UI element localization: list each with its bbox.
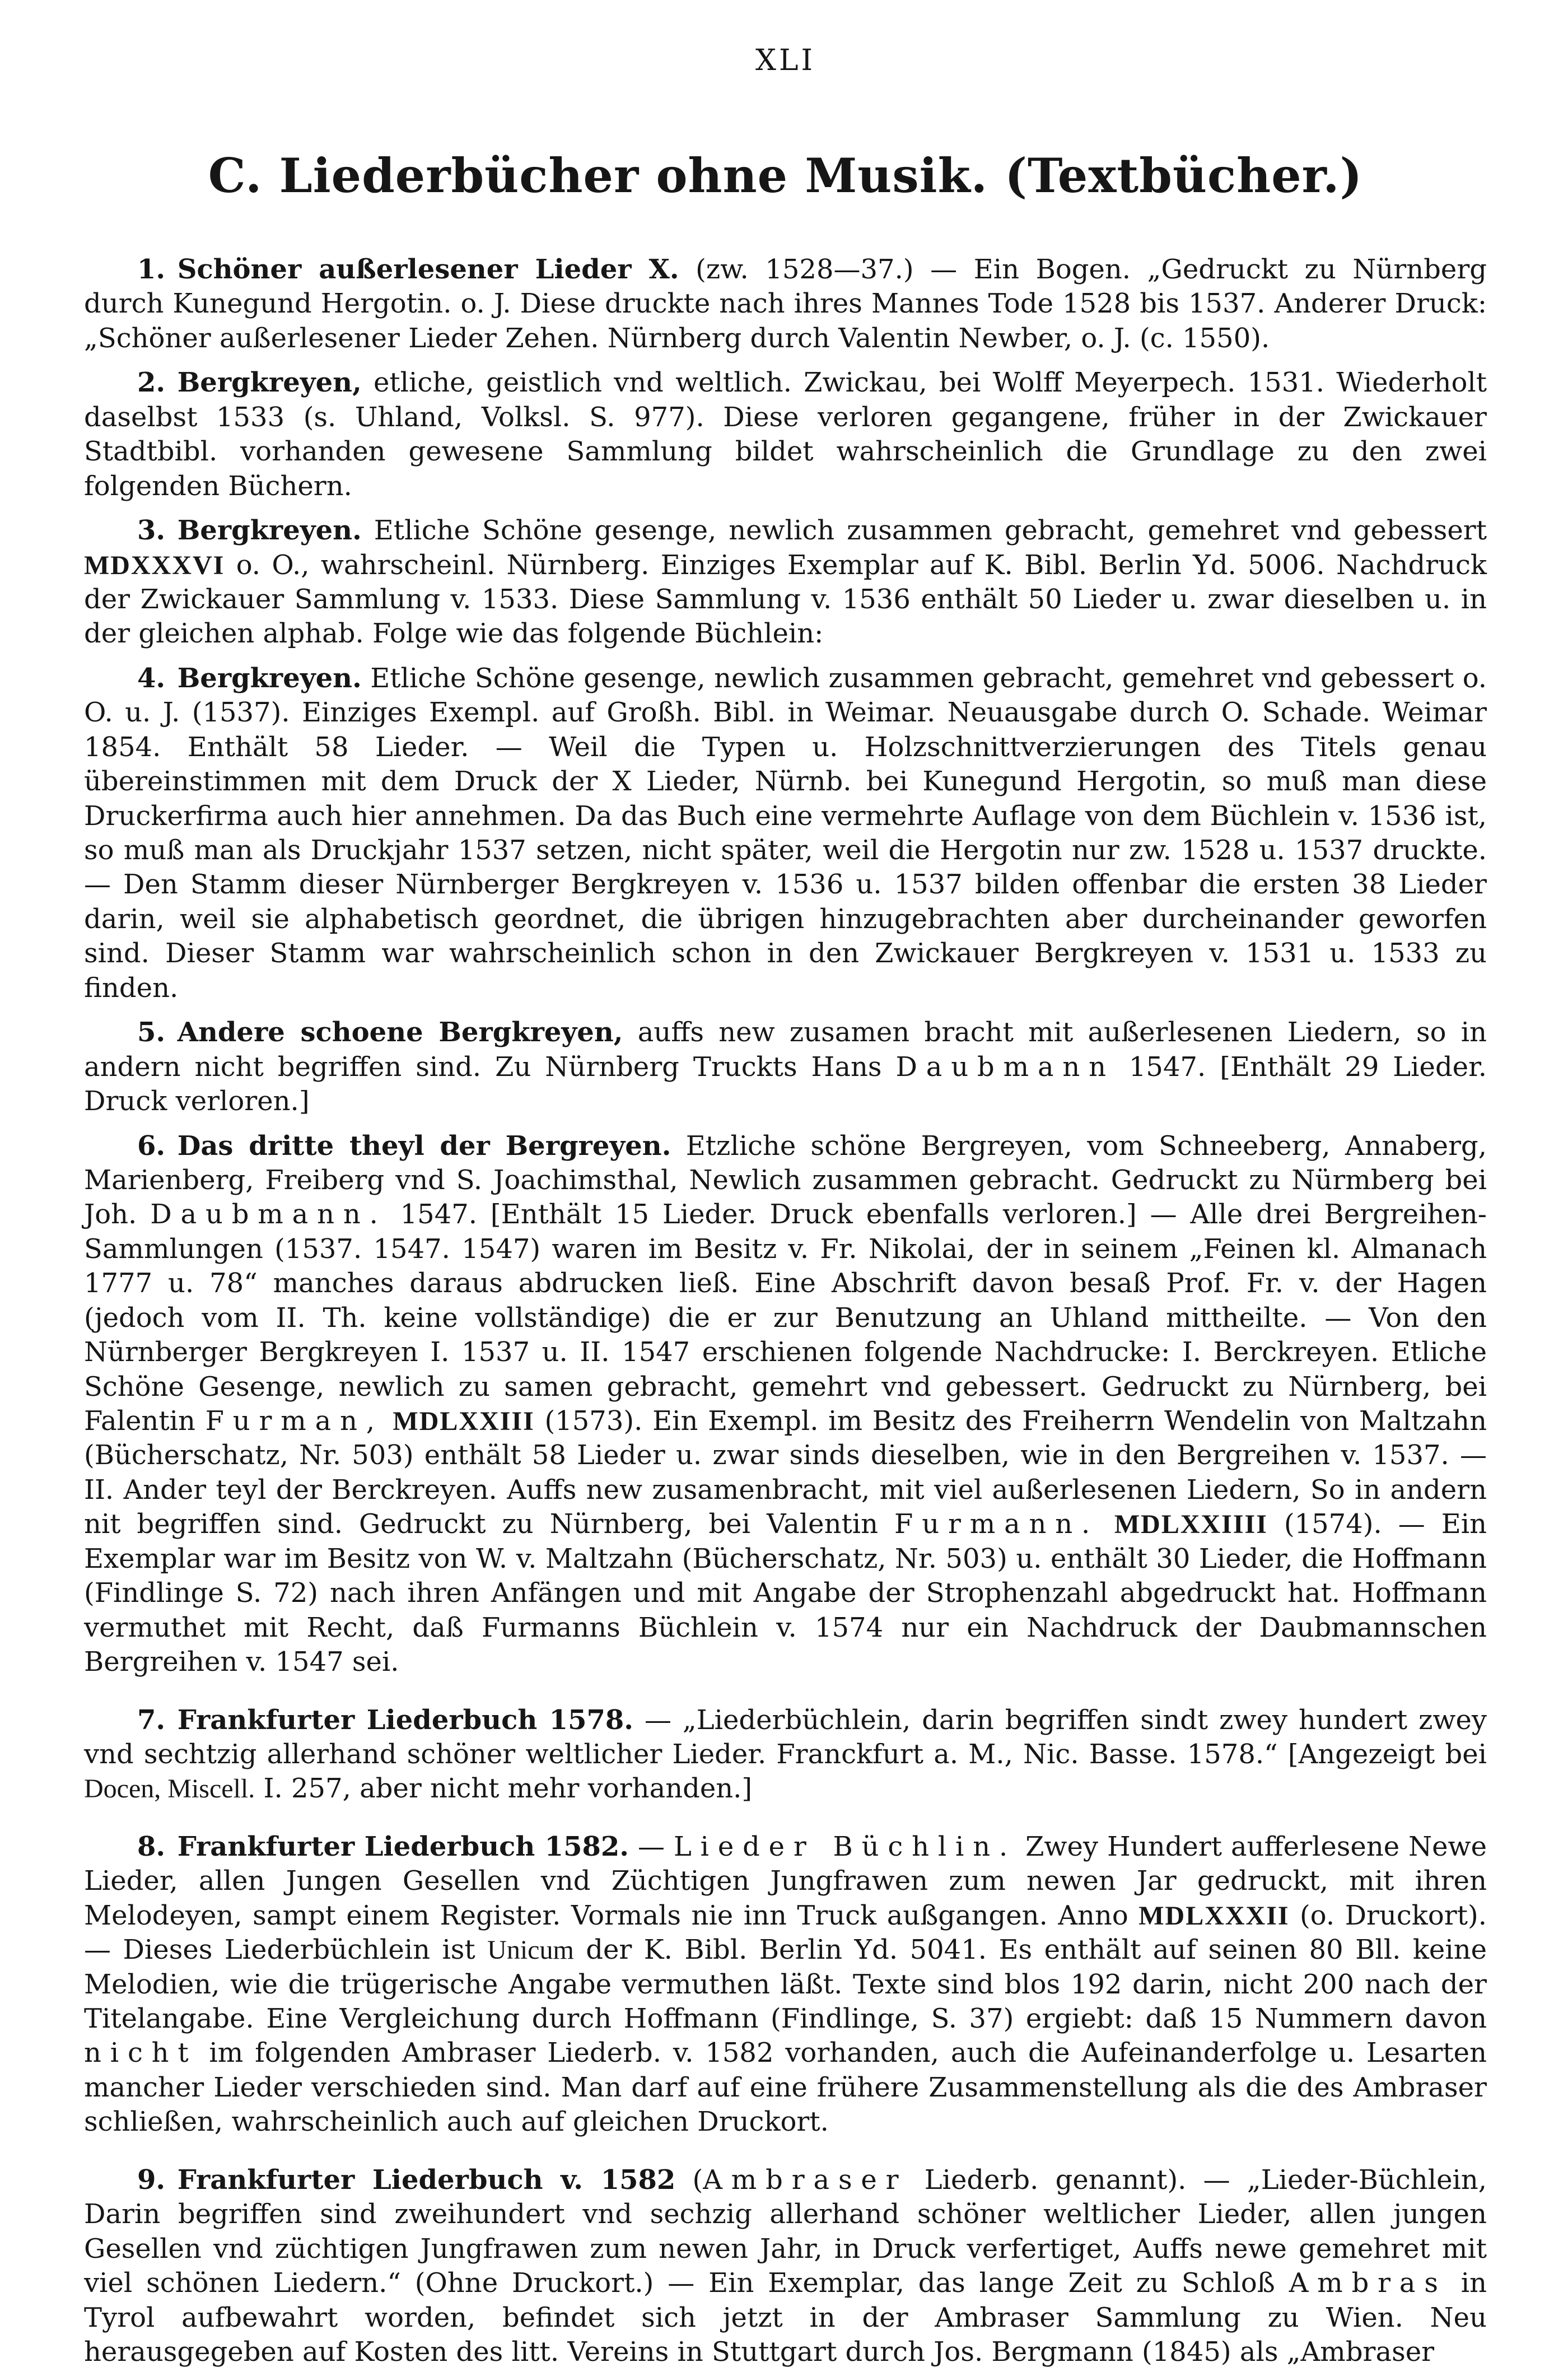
entry-text-segment: Ambras [1289, 2267, 1447, 2299]
entry-1 [84, 253, 1487, 356]
entry-8 [84, 1830, 1487, 2140]
entry-text-segment: Frankfurter Liederbuch v. 1582 [177, 2164, 676, 2196]
entry-number: 4. [137, 662, 166, 694]
entry-text-segment: 1547. [Enthält 29 Lieder. Druck verloren.] [84, 1051, 1487, 1117]
entry-text-segment: Etliche Schöne gesenge, newlich zusammen gebracht, gemehret vnd gebessert [361, 515, 1487, 547]
entry-text-segment: Lieder Büchlin. [673, 1830, 1017, 1862]
entry-text-segment: I. 257, aber nicht mehr vorhanden.] [255, 1773, 753, 1805]
entry-6 [84, 1129, 1487, 1680]
entry-text-segment: Zwey Hundert aufferlesene Newe Lieder, allen Jungen Gesellen vnd Züchtigen Jungfrawen zum newen Jar gedruckt, mit ihren Melodeyen, sampt einem Register. Vormals nie inn Truck außgangen. Anno [84, 1830, 1487, 1931]
entry-number: 5. [137, 1017, 166, 1049]
entry-text-segment: im folgenden Ambraser Liederb. v. 1582 vorhanden, auch die Aufeinanderfolge u. Lesarten mancher Lieder verschieden sind. Man darf auf eine frühere Zusammenstellung als die des Ambraser schließen, wahrscheinlich auch auf gleichen Druckort. [84, 2037, 1487, 2138]
entry-text-segment: (1574). — Ein Exemplar war im Besitz von W. v. Maltzahn (Bücherschatz, Nr. 503) u. enthält 30 Lieder, die Hoffmann (Findlinge S. 72) nach ihren Anfängen und mit Angabe der Strophenzahl abgedruckt hat. Hoffmann vermuthet mit Recht, daß Furmanns Büchlein v. 1574 nur ein Nachdruck der Daubmannschen Bergreihen v. 1547 sei. [84, 1508, 1487, 1678]
entry-number: 8. [137, 1830, 166, 1862]
entry-text-segment: — „Liederbüchlein, darin begriffen sindt zwey hundert zwey vnd sechtzig allerhand schöner weltlicher Lieder. Franckfurt a. M., Nic. Basse. 1578.“ [Angezeigt bei [84, 1704, 1487, 1770]
entry-number: 9. [137, 2164, 166, 2196]
entry-text-segment: auffs new zusamen bracht mit außerlesenen Liedern, so in andern nicht begriffen sind. Zu Nürnberg Truckts Hans [84, 1017, 1487, 1083]
entry-3 [84, 514, 1487, 651]
entry-text-segment: ( [675, 2164, 703, 2196]
entry-number: 3. [137, 515, 166, 547]
entry-text-segment: Das dritte theyl der Bergreyen. [177, 1130, 671, 1162]
entry-text-segment: Liederb. genannt). — „Lieder-Büchlein, Darin begriffen sind zweihundert vnd sechzig allerhand schöner weltlicher Lieder, allen jungen Gesellen vnd züchtigen Jungfrawen zum newen Jahr, in Druck verfertiget, Auffs newe gemehret mit viel schönen Liedern.“ (Ohne Druckort.) — Ein Exemplar, das lange Zeit zu Schloß [84, 2164, 1487, 2299]
entry-text-segment: Frankfurter Liederbuch 1582. [177, 1830, 629, 1862]
entry-2 [84, 366, 1487, 504]
entry-text-segment: Unicum [487, 1935, 574, 1965]
entry-text-segment: Furman, [205, 1405, 384, 1437]
entry-text-segment: Bergkreyen. [177, 662, 362, 694]
entry-text-segment: in Tyrol aufbewahrt worden, befindet sich jetzt in der Ambraser Sammlung zu Wien. Neu herausgegeben auf Kosten des litt. Vereins in Stuttgart durch Jos. Bergmann (1845) als „Ambraser [84, 2267, 1487, 2368]
entry-text-segment: — [628, 1830, 674, 1862]
entry-text-segment: o. O., wahrscheinl. Nürnberg. Einziges Exemplar auf K. Bibl. Berlin Yd. 5006. Nachdruck der Zwickauer Sammlung v. 1533. Diese Sammlung v. 1536 enthält 50 Lieder u. zwar dieselben u. in der gleichen alphab. Folge wie das folgende Büchlein: [84, 549, 1487, 650]
entry-number: 7. [137, 1704, 166, 1736]
entry-text-segment: 1547. [Enthält 15 Lieder. Druck ebenfalls verloren.] — Alle drei Bergreihen-Sammlungen (1537. 1547. 1547) waren im Besitz v. Fr. Nikolai, der in seinem „Feinen kl. Almanach 1777 u. 78“ manches daraus abdrucken ließ. Eine Abschrift davon besaß Prof. Fr. v. der Hagen (jedoch vom II. Th. keine vollständige) die er zur Benutzung an Uhland mittheilte. — Von den Nürnberger Bergkreyen I. 1537 u. II. 1547 erschienen folgende Nachdrucke: I. Berckreyen. Etliche Schöne Gesenge, newlich zu samen gebracht, gemehrt vnd gebessert. Gedruckt zu Nürnberg, bei Falentin [84, 1199, 1487, 1437]
entry-text-segment: Etliche Schöne gesenge, newlich zusammen gebracht, gemehret vnd gebessert o. O. u. J. (1537). Einziges Exempl. auf Großh. Bibl. in Weimar. Neuausgabe durch O. Schade. Weimar 1854. Enthält 58 Lieder. — Weil die Typen u. Holzschnittverzierungen des Titels genau übereinstimmen mit dem Druck der X Lieder, Nürnb. bei Kunegund Hergotin, so muß man diese Druckerfirma auch hier annehmen. Da das Buch eine vermehrte Auflage von dem Büchlein v. 1536 ist, so muß man als Druckjahr 1537 setzen, nicht später, weil die Hergotin nur zw. 1528 u. 1537 druckte. — Den Stamm dieser Nürnberger Bergkreyen v. 1536 u. 1537 bilden offenbar die ersten 38 Lieder darin, weil sie alphabetisch geordnet, die übrigen hinzugebrachten aber durcheinander geworfen sind. Dieser Stamm war wahrscheinlich schon in den Zwickauer Bergkreyen v. 1531 u. 1533 zu finden. [84, 662, 1487, 1004]
entry-text-segment: der K. Bibl. Berlin Yd. 5041. Es enthält auf seinen 80 Bll. keine Melodien, wie die trügerische Angabe vermuthen läßt. Texte sind blos 192 darin, nicht 200 nach der Titelangabe. Eine Vergleichung durch Hoffmann (Findlinge, S. 37) ergiebt: daß 15 Nummern davon [84, 1934, 1487, 2034]
entry-number: 1. [137, 254, 166, 285]
entry-text-segment: Frankfurter Liederbuch 1578. [177, 1704, 633, 1736]
entry-text-segment: (zw. 1528—37.) — Ein Bogen. „Gedruckt zu Nürnberg durch Kunegund Hergotin. o. J. Diese druckte nach ihres Mannes Tode 1528 bis 1537. Anderer Druck: „Schöner außerlesener Lieder Zehen. Nürnberg durch Valentin Newber, o. J. (c. 1550). [84, 254, 1487, 354]
entry-text-segment: Bergkreyen, [177, 367, 362, 399]
entry-text-segment: Docen, Miscell. [84, 1774, 255, 1804]
page-number: XLI [755, 44, 816, 77]
entry-text-segment: Andere schoene Bergkreyen, [177, 1017, 623, 1049]
entry-text-segment: Ambraser [703, 2164, 908, 2196]
entry-text-segment: nicht [84, 2037, 198, 2069]
entry-text-segment: Furmann. [894, 1508, 1099, 1540]
entry-text-segment: Etzliche schöne Bergreyen, vom Schneeberg, Annaberg, Marienberg, Freiberg vnd S. Joachimsthal, Newlich zusammen gebracht. Gedruckt zu Nürmberg bei Joh. [84, 1130, 1487, 1231]
entry-text-segment: Daubmann [895, 1051, 1115, 1083]
entry-text-segment: MDXXXVI [84, 550, 225, 580]
entry-text-segment: etliche, geistlich vnd weltlich. Zwickau, bei Wolff Meyerpech. 1531. Wiederholt daselbst 1533 (s. Uhland, Volksl. S. 977). Diese verloren gegangene, früher in der Zwickauer Stadtbibl. vorhanden gewesene Sammlung bildet wahrscheinlich die Grundlage zu den zwei folgenden Büchern. [84, 367, 1487, 502]
entries-list [84, 253, 1487, 2369]
entry-text-segment: MDLXXXII [1138, 1900, 1290, 1931]
entry-text-segment: MDLXXIII [383, 1406, 535, 1436]
entry-text-segment: Schöner außerlesener Lieder X. [177, 254, 679, 285]
section-heading: C. Liederbücher ohne Musik. (Textbücher.) [208, 148, 1363, 203]
entry-7 [84, 1703, 1487, 1806]
entry-text-segment: (o. Druckort). — Dieses Liederbüchlein ist [84, 1899, 1487, 1966]
entry-4 [84, 661, 1487, 1005]
entry-9 [84, 2163, 1487, 2370]
entry-number: 2. [137, 367, 166, 399]
entry-text-segment: Daubmann. [150, 1199, 387, 1231]
entry-text-segment: MDLXXIIII [1099, 1510, 1268, 1540]
entry-text-segment: (1573). Ein Exempl. im Besitz des Freiherrn Wendelin von Maltzahn (Bücherschatz, Nr. 503) enthält 58 Lieder u. zwar sinds dieselben, wie in den Bergreihen v. 1537. — II. Ander teyl der Berckreyen. Auffs new zusamenbracht, mit viel außerlesenen Liedern, So in andern nit begriffen sind. Gedruckt zu Nürnberg, bei Valentin [84, 1405, 1487, 1540]
entry-text-segment: Bergkreyen. [177, 515, 362, 547]
entry-number: 6. [137, 1130, 166, 1162]
entry-5 [84, 1015, 1487, 1119]
